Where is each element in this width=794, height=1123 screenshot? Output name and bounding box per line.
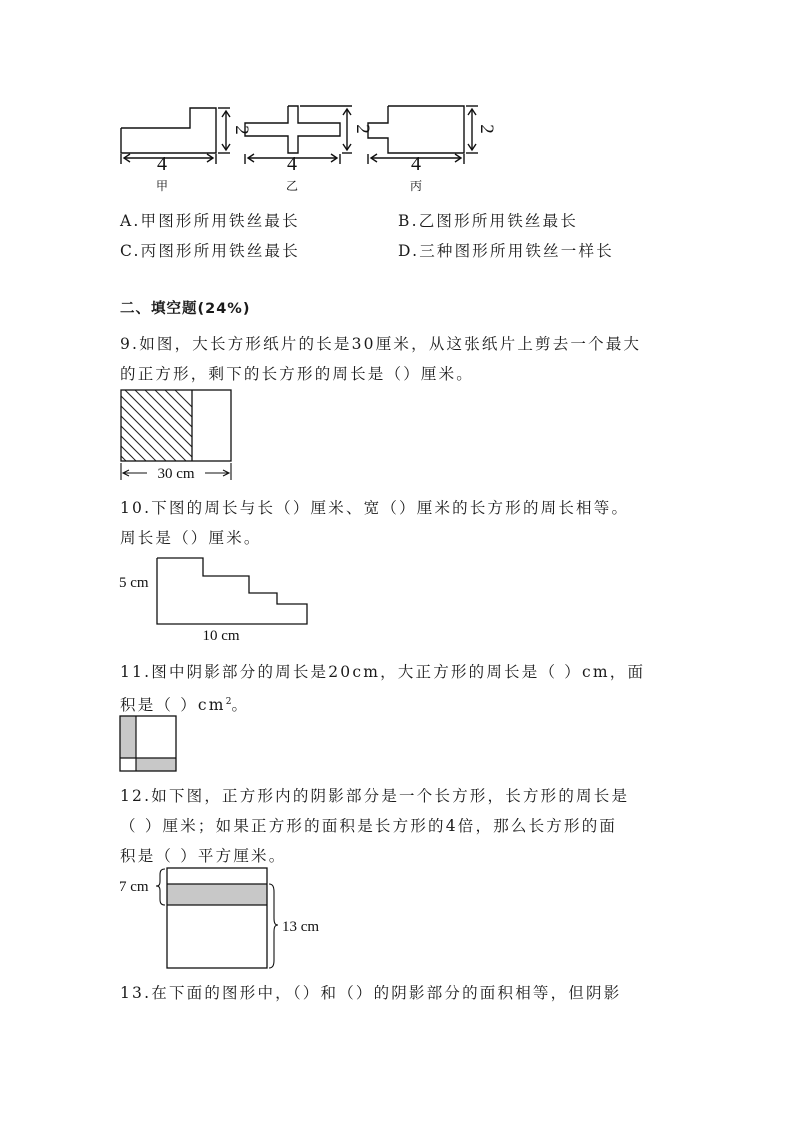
q9-text-line1: 9.如图，大长方形纸片的长是30厘米，从这张纸片上剪去一个最大 bbox=[120, 335, 642, 353]
q12-shaded-rectangle bbox=[167, 884, 267, 905]
q9-figure bbox=[115, 386, 240, 482]
option-b: B.乙图形所用铁丝最长 bbox=[398, 212, 579, 230]
shape-jia-width: 4 bbox=[157, 153, 167, 175]
shape-yi bbox=[245, 106, 352, 164]
q11-figure bbox=[115, 712, 181, 774]
q10-text-line2: 周长是（）厘米。 bbox=[120, 529, 262, 547]
section-title: 二、填空题(24%) bbox=[120, 301, 251, 317]
shape-jia-height: 2 bbox=[231, 125, 252, 135]
shape-bing bbox=[368, 106, 478, 164]
option-d: D.三种图形所用铁丝一样长 bbox=[398, 242, 614, 260]
shape-yi-height: 2 bbox=[352, 124, 373, 134]
q11-shaded-vertical bbox=[120, 716, 136, 758]
q12-label-7cm: 7 cm bbox=[119, 879, 149, 895]
q11-line2-prefix: 积是（ ）cm bbox=[120, 696, 226, 715]
shape-yi-width: 4 bbox=[287, 153, 297, 175]
q12-left-brace bbox=[156, 869, 165, 905]
q11-shaded-horizontal bbox=[136, 758, 176, 771]
q12-label-13cm: 13 cm bbox=[282, 919, 320, 935]
q12-square bbox=[167, 868, 267, 968]
q13-text-line1: 13.在下面的图形中，（）和（）的阴影部分的面积相等，但阴影 bbox=[120, 984, 622, 1002]
q11-text-line1: 11.图中阴影部分的周长是20cm，大正方形的周长是（ ）cm，面 bbox=[120, 663, 646, 681]
shape-jia bbox=[121, 108, 230, 164]
q10-figure bbox=[115, 552, 315, 647]
shape-jia-label: 甲 bbox=[155, 179, 169, 193]
q9-text-line2: 的正方形，剩下的长方形的周长是（）厘米。 bbox=[120, 365, 475, 383]
q11-line2-suffix: 。 bbox=[231, 696, 250, 715]
q12-figure bbox=[115, 864, 335, 974]
q10-staircase-shape bbox=[157, 558, 307, 624]
q8-figures bbox=[110, 96, 510, 196]
option-a: A.甲图形所用铁丝最长 bbox=[120, 212, 300, 230]
shape-bing-label: 丙 bbox=[409, 179, 423, 193]
option-c: C.丙图形所用铁丝最长 bbox=[120, 242, 300, 260]
shape-yi-label: 乙 bbox=[285, 179, 299, 193]
q12-text-line1: 12.如下图，正方形内的阴影部分是一个长方形，长方形的周长是 bbox=[120, 787, 630, 805]
q10-height-label: 5 cm bbox=[119, 575, 149, 591]
q12-text-line2: （ ）厘米；如果正方形的面积是长方形的4倍，那么长方形的面 bbox=[120, 817, 618, 835]
q12-right-brace bbox=[269, 884, 278, 968]
shape-bing-width: 4 bbox=[411, 153, 421, 175]
q10-width-label: 10 cm bbox=[202, 628, 240, 644]
q12-text-line3: 积是（ ）平方厘米。 bbox=[120, 847, 287, 865]
q11-line2-sup: 2 bbox=[225, 697, 232, 707]
shape-bing-height: 2 bbox=[476, 124, 497, 134]
q9-dimension-label: 30 cm bbox=[157, 466, 195, 482]
q10-text-line1: 10.下图的周长与长（）厘米、宽（）厘米的长方形的周长相等。 bbox=[120, 499, 630, 517]
